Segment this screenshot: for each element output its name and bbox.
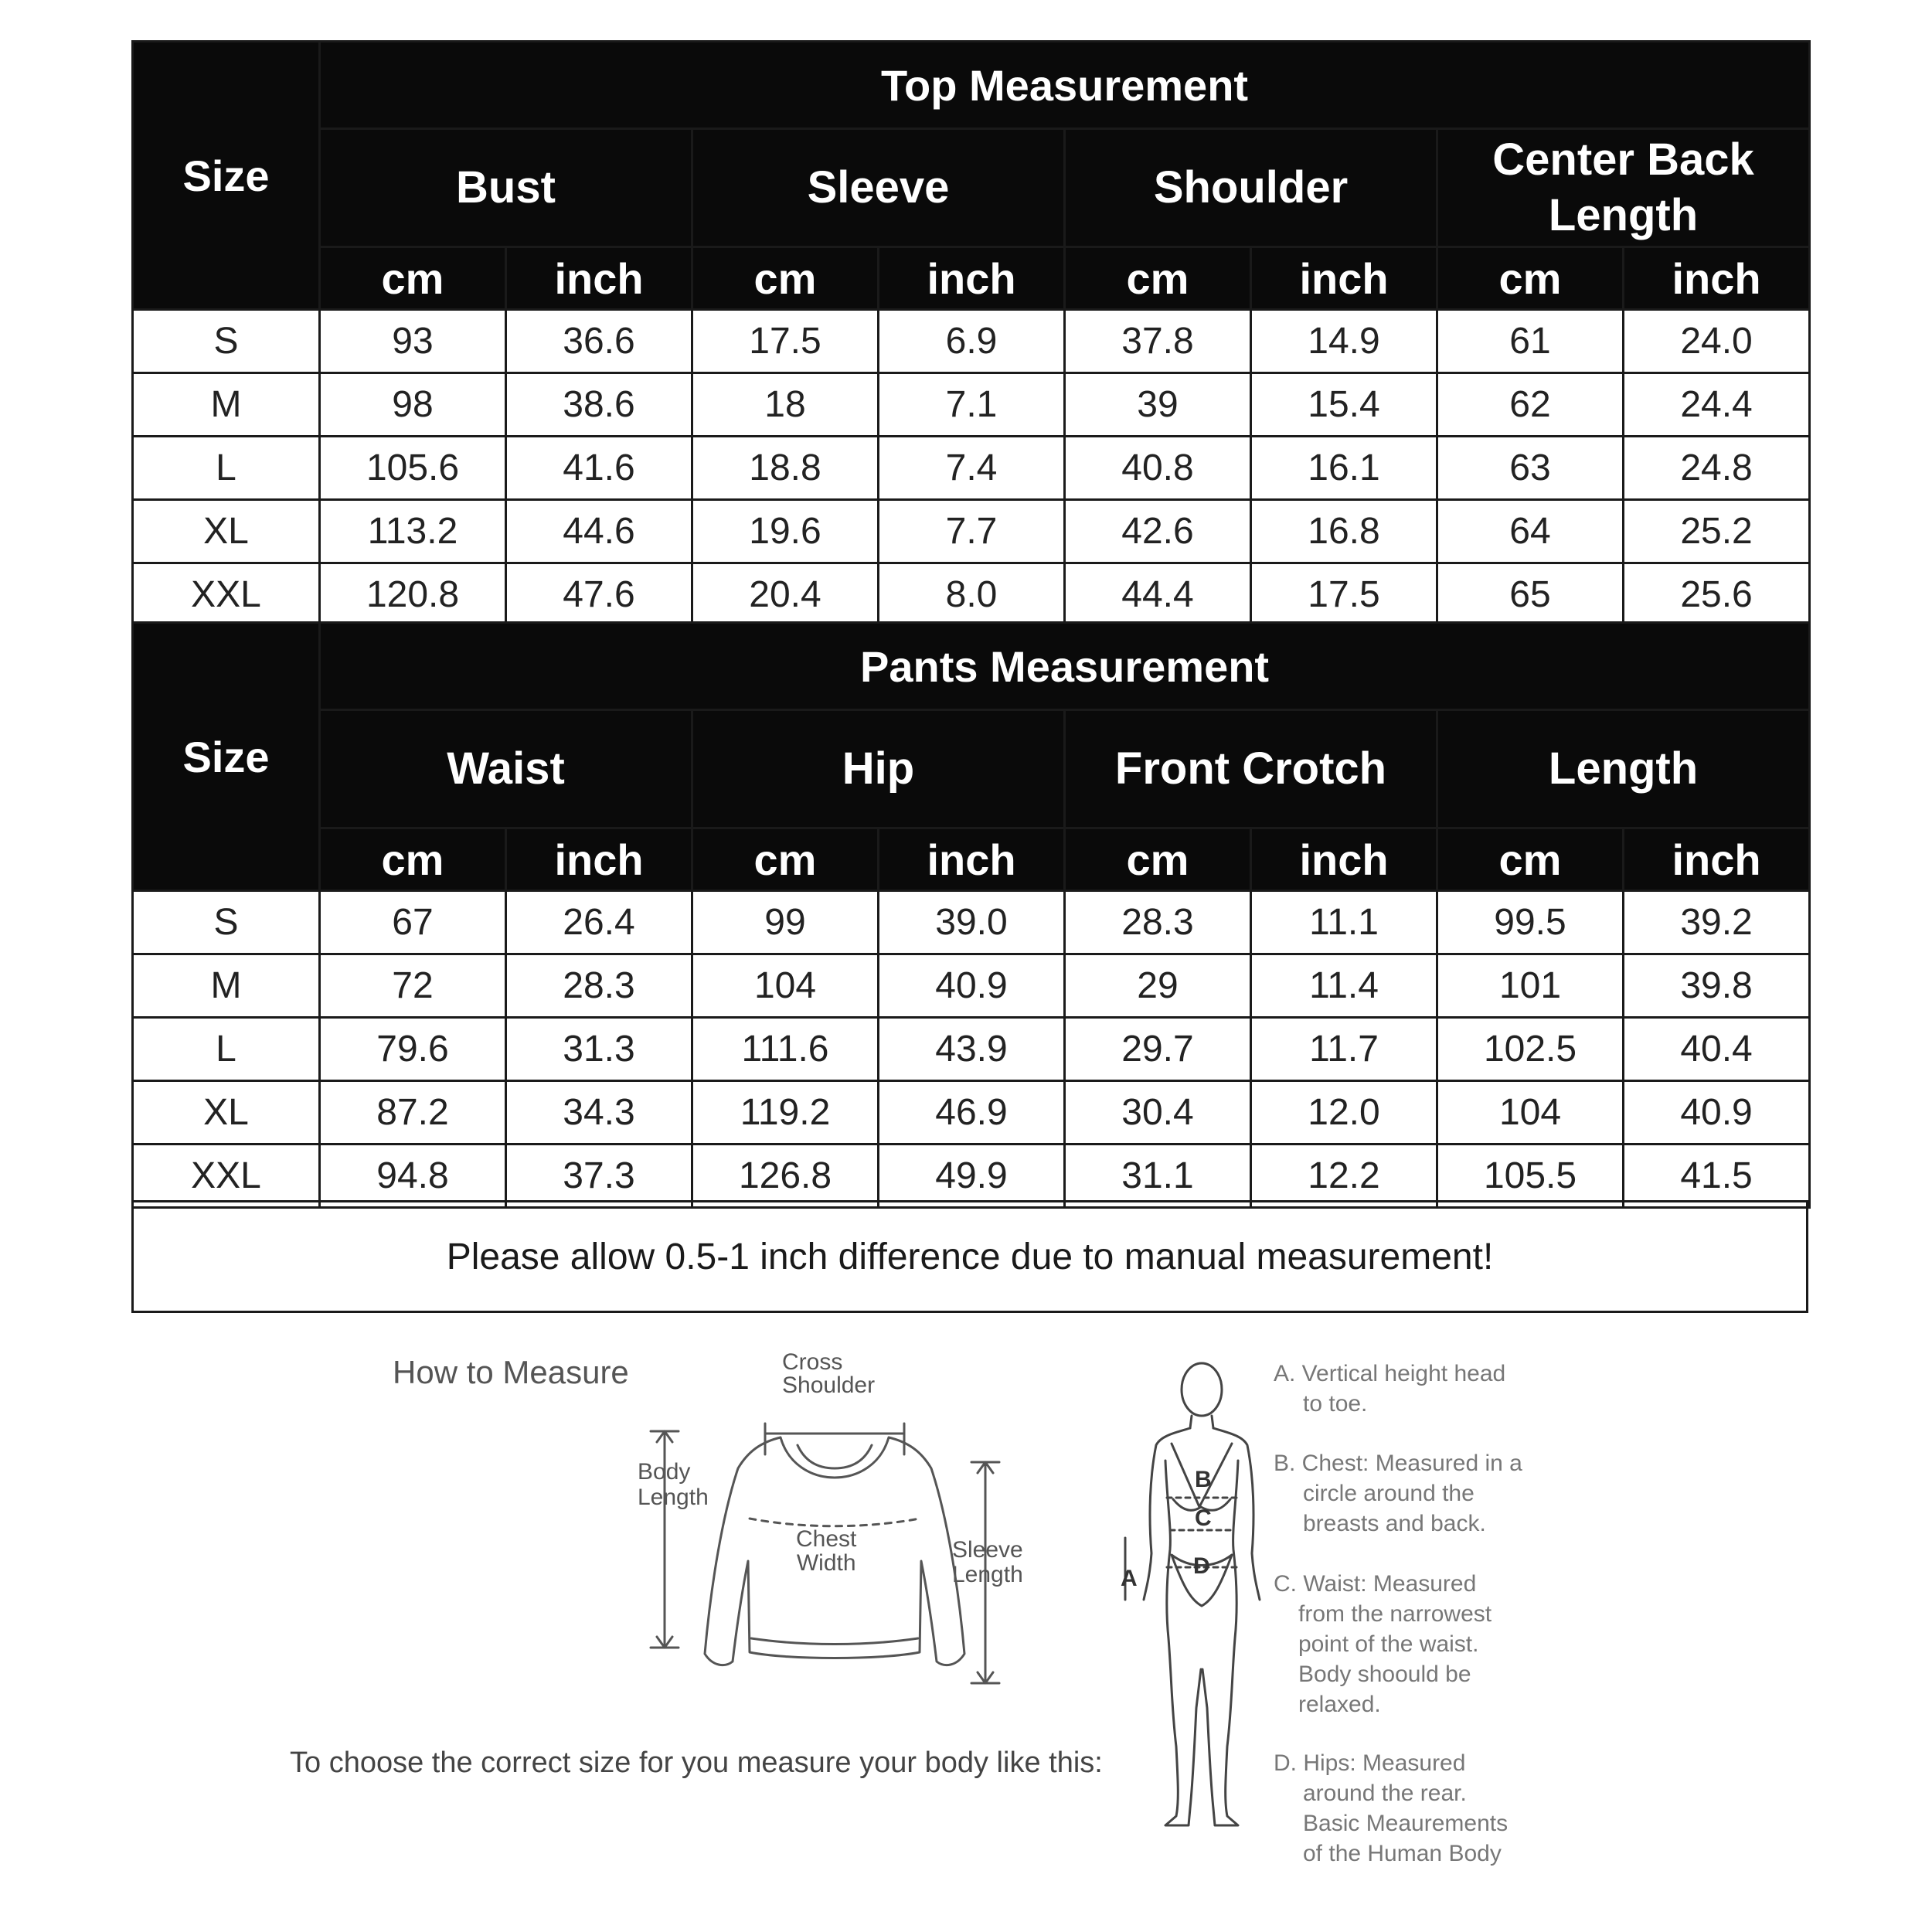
table-cell: 126.8	[692, 1145, 879, 1208]
table-cell: 87.2	[320, 1081, 506, 1145]
body-length-label: Body Length	[638, 1459, 709, 1510]
size-instruction: To choose the correct size for you measure your body like this:	[290, 1747, 1103, 1779]
table-cell: 62	[1437, 373, 1624, 437]
table-cell: 15.4	[1251, 373, 1437, 437]
table-cell: 105.6	[320, 437, 506, 500]
group-header: Front Crotch	[1065, 710, 1437, 828]
unit-header: cm	[1437, 247, 1624, 310]
table-cell: 39.0	[879, 891, 1065, 954]
unit-header: inch	[1251, 247, 1437, 310]
chest-width-label: Chest Width	[796, 1526, 857, 1576]
hip-marker: D	[1193, 1553, 1210, 1579]
size-header: Size	[133, 623, 320, 891]
table-cell: 14.9	[1251, 310, 1437, 373]
table-row	[133, 1081, 1810, 1145]
chest-marker: B	[1195, 1467, 1212, 1492]
table-cell: 17.5	[692, 310, 879, 373]
table-cell: 43.9	[879, 1018, 1065, 1081]
table-cell: 39.8	[1624, 954, 1810, 1018]
table-cell: 17.5	[1251, 563, 1437, 627]
table-cell: 36.6	[506, 310, 692, 373]
unit-header: cm	[1065, 247, 1251, 310]
table-cell: 67	[320, 891, 506, 954]
group-header: Shoulder	[1065, 129, 1437, 247]
table-cell: 65	[1437, 563, 1624, 627]
table-cell: 25.6	[1624, 563, 1810, 627]
table-cell: 20.4	[692, 563, 879, 627]
table-cell: 12.2	[1251, 1145, 1437, 1208]
unit-header: inch	[1624, 828, 1810, 891]
unit-header: inch	[879, 247, 1065, 310]
size-cell: S	[133, 891, 320, 954]
table-cell: 105.5	[1437, 1145, 1624, 1208]
table-cell: 40.8	[1065, 437, 1251, 500]
height-marker: A	[1121, 1566, 1138, 1591]
table-cell: 24.0	[1624, 310, 1810, 373]
table-cell: 19.6	[692, 500, 879, 563]
table-row	[133, 1145, 1810, 1208]
table-cell: 28.3	[1065, 891, 1251, 954]
table-cell: 11.4	[1251, 954, 1437, 1018]
table-cell: 94.8	[320, 1145, 506, 1208]
table-cell: 79.6	[320, 1018, 506, 1081]
table-row	[133, 373, 1810, 437]
group-header: Bust	[320, 129, 692, 247]
table-cell: 63	[1437, 437, 1624, 500]
top-measurement-table	[131, 40, 1811, 628]
how-to-measure-heading: How to Measure	[393, 1354, 629, 1390]
size-cell: M	[133, 954, 320, 1018]
size-cell: XXL	[133, 563, 320, 627]
table-cell: 12.0	[1251, 1081, 1437, 1145]
table-cell: 16.1	[1251, 437, 1437, 500]
size-cell: L	[133, 1018, 320, 1081]
table-cell: 7.1	[879, 373, 1065, 437]
table-title: Top Measurement	[320, 42, 1810, 129]
table-row	[133, 1018, 1810, 1081]
table-cell: 104	[1437, 1081, 1624, 1145]
unit-header: inch	[506, 828, 692, 891]
group-header: Hip	[692, 710, 1065, 828]
table-cell: 47.6	[506, 563, 692, 627]
sleeve-length-label: Sleeve Length	[952, 1537, 1023, 1587]
table-cell: 41.5	[1624, 1145, 1810, 1208]
table-cell: 98	[320, 373, 506, 437]
group-header: Length	[1437, 710, 1810, 828]
table-cell: 37.3	[506, 1145, 692, 1208]
table-cell: 18	[692, 373, 879, 437]
table-cell: 30.4	[1065, 1081, 1251, 1145]
table-cell: 24.8	[1624, 437, 1810, 500]
table-row	[133, 891, 1810, 954]
pants-measurement-table	[131, 621, 1811, 1209]
table-cell: 6.9	[879, 310, 1065, 373]
size-header: Size	[133, 42, 320, 310]
table-row	[133, 310, 1810, 373]
group-header: Sleeve	[692, 129, 1065, 247]
unit-header: cm	[1437, 828, 1624, 891]
unit-header: cm	[1065, 828, 1251, 891]
table-cell: 44.4	[1065, 563, 1251, 627]
table-cell: 38.6	[506, 373, 692, 437]
table-cell: 104	[692, 954, 879, 1018]
table-cell: 46.9	[879, 1081, 1065, 1145]
unit-header: inch	[506, 247, 692, 310]
table-cell: 34.3	[506, 1081, 692, 1145]
table-cell: 31.3	[506, 1018, 692, 1081]
table-cell: 16.8	[1251, 500, 1437, 563]
table-cell: 24.4	[1624, 373, 1810, 437]
table-cell: 113.2	[320, 500, 506, 563]
cross-shoulder-label: Cross Shoulder	[782, 1349, 876, 1398]
table-cell: 99	[692, 891, 879, 954]
measurement-disclaimer: Please allow 0.5-1 inch difference due to manual measurement!	[131, 1200, 1808, 1313]
table-cell: 40.4	[1624, 1018, 1810, 1081]
table-cell: 7.7	[879, 500, 1065, 563]
table-cell: 39	[1065, 373, 1251, 437]
table-cell: 11.7	[1251, 1018, 1437, 1081]
table-cell: 42.6	[1065, 500, 1251, 563]
table-cell: 29	[1065, 954, 1251, 1018]
table-cell: 25.2	[1624, 500, 1810, 563]
size-cell: S	[133, 310, 320, 373]
table-cell: 28.3	[506, 954, 692, 1018]
table-cell: 64	[1437, 500, 1624, 563]
unit-header: cm	[320, 828, 506, 891]
table-cell: 40.9	[879, 954, 1065, 1018]
table-cell: 101	[1437, 954, 1624, 1018]
table-cell: 31.1	[1065, 1145, 1251, 1208]
table-cell: 99.5	[1437, 891, 1624, 954]
table-cell: 49.9	[879, 1145, 1065, 1208]
table-cell: 72	[320, 954, 506, 1018]
size-cell: XXL	[133, 1145, 320, 1208]
size-cell: XL	[133, 1081, 320, 1145]
note-hips: D. Hips: Measured around the rear. Basic Meaurements of the Human Body	[1274, 1750, 1509, 1866]
size-cell: L	[133, 437, 320, 500]
table-cell: 18.8	[692, 437, 879, 500]
unit-header: cm	[692, 247, 879, 310]
table-row	[133, 954, 1810, 1018]
waist-marker: C	[1195, 1505, 1212, 1531]
body-figure-diagram	[1105, 1345, 1275, 1839]
table-row	[133, 500, 1810, 563]
table-cell: 8.0	[879, 563, 1065, 627]
note-height: A. Vertical height head to toe.	[1274, 1361, 1506, 1417]
size-cell: XL	[133, 500, 320, 563]
note-chest: B. Chest: Measured in a circle around the breasts and back.	[1274, 1451, 1522, 1536]
table-cell: 7.4	[879, 437, 1065, 500]
table-cell: 111.6	[692, 1018, 879, 1081]
unit-header: inch	[1624, 247, 1810, 310]
table-cell: 26.4	[506, 891, 692, 954]
table-cell: 37.8	[1065, 310, 1251, 373]
unit-header: inch	[1251, 828, 1437, 891]
unit-header: cm	[692, 828, 879, 891]
table-cell: 102.5	[1437, 1018, 1624, 1081]
table-cell: 61	[1437, 310, 1624, 373]
table-cell: 40.9	[1624, 1081, 1810, 1145]
table-cell: 41.6	[506, 437, 692, 500]
table-cell: 93	[320, 310, 506, 373]
table-cell: 120.8	[320, 563, 506, 627]
table-row	[133, 437, 1810, 500]
table-cell: 39.2	[1624, 891, 1810, 954]
table-title: Pants Measurement	[320, 623, 1810, 710]
table-cell: 119.2	[692, 1081, 879, 1145]
unit-header: cm	[320, 247, 506, 310]
table-cell: 29.7	[1065, 1018, 1251, 1081]
group-header: Waist	[320, 710, 692, 828]
table-cell: 11.1	[1251, 891, 1437, 954]
table-row	[133, 563, 1810, 627]
unit-header: inch	[879, 828, 1065, 891]
size-cell: M	[133, 373, 320, 437]
group-header: Center Back Length	[1437, 129, 1810, 247]
table-cell: 44.6	[506, 500, 692, 563]
note-waist: C. Waist: Measured from the narrowest point of the waist. Body shoould be relaxed.	[1274, 1571, 1492, 1717]
